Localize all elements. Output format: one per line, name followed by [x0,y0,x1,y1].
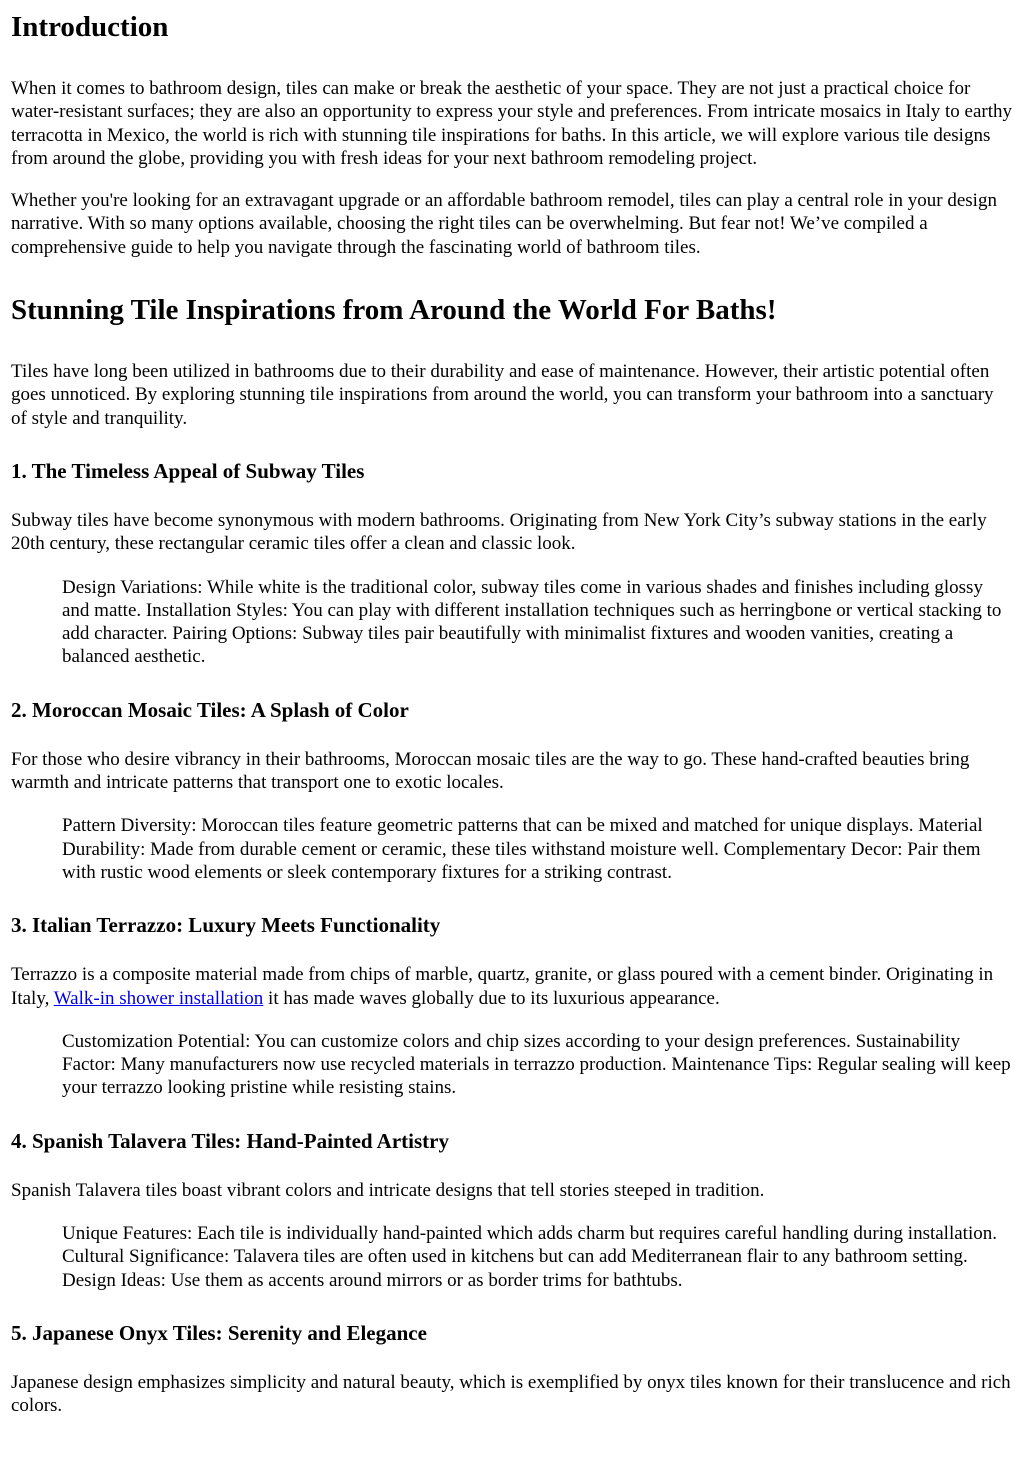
section-1-body: Subway tiles have become synonymous with modern bathrooms. Originating from New York City’s subway stations in the early 20th century, these rectangular ceramic tiles offer a clean and classic look. [11,509,987,555]
section-5-body: Japanese design emphasizes simplicity and natural beauty, which is exemplified by onyx tiles known for their translucence and rich colors. [11,1371,1011,1417]
intro-heading: Introduction [11,11,169,43]
section-2-body: For those who desire vibrancy in their bathrooms, Moroccan mosaic tiles are the way to go. These hand-crafted beauties bring warmth and intricate patterns that transport one to exotic locales. [11,748,970,794]
section-4-heading: 4. Spanish Talavera Tiles: Hand-Painted Artistry [11,1128,449,1153]
section-2-quote: Pattern Diversity: Moroccan tiles feature geometric patterns that can be mixed and matched for unique displays. Material Durability: Made from durable cement or ceramic, these tiles withstand moisture well. Complementary Decor: Pair them with rustic wood elements or sleek contemporary fixtures for a striking contrast. [62,815,983,883]
main-heading: Stunning Tile Inspirations from Around the World For Baths! [11,294,777,327]
section-3-heading: 3. Italian Terrazzo: Luxury Meets Functionality [11,913,441,938]
article [0,10,1024,1418]
intro-paragraph-1: When it comes to bathroom design, tiles can make or break the aesthetic of your space. They are not just a practical choice for water-resistant surfaces; they are also an opportunity to express your style and preferences. From intricate mosaics in Italy to earthy terracotta in Mexico, the world is rich with stunning tile inspirations for baths. In this article, we will explore various tile designs from around the globe, providing you with fresh ideas for your next bathroom remodeling project. [11,78,1013,169]
section-3-body-start: Terrazzo is a composite material made from chips of marble, quartz, granite, or glass poured with a cement binder. Originating in Italy, [11,964,994,1009]
section-4-body: Spanish Talavera tiles boast vibrant colors and intricate designs that tell stories steeped in tradition. [11,1179,765,1201]
section-4-quote: Unique Features: Each tile is individually hand-painted which adds charm but requires careful handling during installation. Cultural Significance: Talavera tiles are often used in kitchens but can add Mediterranean flair to any bathroom setting. Design Ideas: Use them as accents around mirrors or as border trims for bathtubs. [62,1223,997,1291]
section-1-heading: 1. The Timeless Appeal of Subway Tiles [11,458,365,483]
section-1-quote: Design Variations: While white is the traditional color, subway tiles come in various shades and finishes including glossy and matte. Installation Styles: You can play with different installation techniques such as herringbone or vertical stacking to add character. Pairing Options: Subway tiles pair beautifully with minimalist fixtures and wooden vanities, creating a balanced aesthetic. [62,576,1002,668]
intro-paragraph-2: Whether you're looking for an extravagant upgrade or an affordable bathroom remodel, tiles can play a central role in your design narrative. With so many options available, choosing the right tiles can be overwhelming. But fear not! We’ve compiled a comprehensive guide to help you navigate through the fascinating world of bathroom tiles. [11,190,997,258]
section-3-quote: Customization Potential: You can customize colors and chip sizes according to your design preferences. Sustainability Factor: Many manufacturers now use recycled materials in terrazzo production. Maintenance Tips: Regular sealing will keep your terrazzo looking pristine while resisting stains. [62,1030,1011,1099]
section-2-heading: 2. Moroccan Mosaic Tiles: A Splash of Color [11,697,409,722]
section-3-body [11,963,1014,1010]
section-3-body-end: it has made waves globally due to its luxurious appearance. [263,987,720,1009]
walk-in-shower-link[interactable]: Walk-in shower installation [53,987,264,1009]
section-5-heading: 5. Japanese Onyx Tiles: Serenity and Elegance [11,1320,427,1345]
main-paragraph: Tiles have long been utilized in bathrooms due to their durability and ease of maintenance. However, their artistic potential often goes unnoticed. By exploring stunning tile inspirations from around the world, you can transform your bathroom into a sanctuary of style and tranquility. [11,361,994,429]
